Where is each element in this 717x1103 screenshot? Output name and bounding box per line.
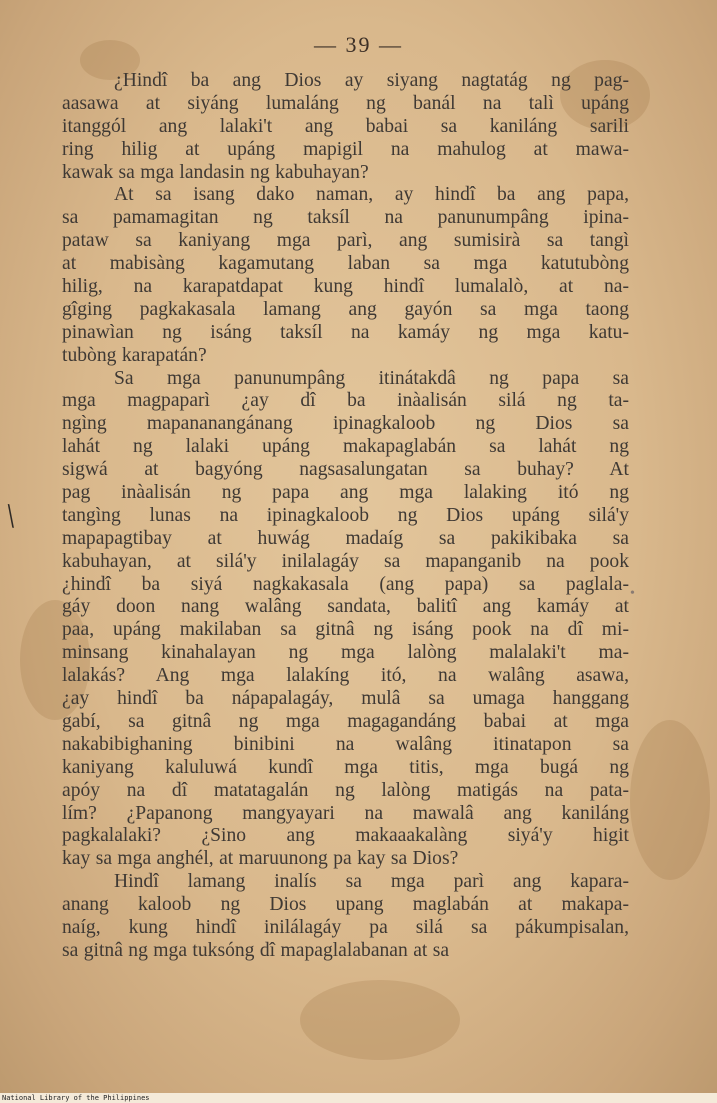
text-line: mapapagtibay at huwág madaíg sa pakikibaka sa	[62, 527, 629, 549]
text-line: ¿hindî ba siyá nagkakasala (ang papa) sa paglala-	[62, 573, 629, 595]
text-line: kaniyang kaluluwá kundî mga titis, mga bugá ng	[62, 756, 629, 778]
text-line: kawak sa mga landasin ng kabuhayan?	[62, 161, 369, 183]
text-line: lahát ng lalaki upáng makapaglabán sa lahát ng	[62, 436, 629, 458]
margin-pencil-mark: \	[3, 497, 19, 536]
text-line: pagkalalaki? ¿Sino ang makaaakalàng siyá'y higit	[62, 825, 629, 847]
text-line: pataw sa kaniyang mga parì, ang sumisirà sa tangì	[62, 230, 629, 252]
text-line: lalakás? Ang mga lalakíng itó, na walâng asawa,	[62, 665, 629, 687]
text-line: ring hilig at upáng mapigil na mahulog at mawa-	[62, 138, 629, 160]
text-line: tangìng lunas na ipinagkaloob ng Dios upáng silá'y	[62, 504, 629, 526]
text-line: pinawìan ng isáng taksíl na kamáy ng mga katu-	[62, 321, 629, 343]
text-line: At sa isang dako naman, ay hindî ba ang papa,	[114, 184, 629, 206]
text-line: nakabibighaning binibini na walâng itinatapon sa	[62, 733, 629, 755]
text-line: pag inàalisán ng papa ang mga lalaking itó ng	[62, 482, 629, 504]
text-line: apóy na dî matatagalán ng lalòng matigás na pata-	[62, 779, 629, 801]
text-line: gîging pagkakasala lamang ang gayón sa mga taong	[62, 298, 629, 320]
margin-dot-mark: •	[630, 586, 635, 601]
text-line: hilig, na karapatdapat kung hindî lumalalò, at na-	[62, 276, 629, 298]
text-line: Sa mga panunumpâng itinátakdâ ng papa sa	[114, 367, 629, 389]
text-line: tubòng karapatán?	[62, 344, 207, 366]
text-line: kabuhayan, at silá'y inilalagáy sa mapanganib na pook	[62, 550, 629, 572]
text-line: gabí, sa gitnâ ng mga magagandáng babai at mga	[62, 710, 629, 732]
text-line: ¿ay hindî ba nápapalagáy, mulâ sa umaga hanggang	[62, 688, 629, 710]
text-line: ngìng mapananangánang ipinagkaloob ng Dios sa	[62, 413, 629, 435]
page-number: — 39 —	[314, 32, 403, 57]
library-footer: National Library of the Philippines	[2, 1094, 150, 1102]
text-line: aasawa at siyáng lumaláng ng banál na talì upáng	[62, 92, 629, 114]
text-line: ¿Hindî ba ang Dios ay siyang nagtatág ng pag-	[114, 70, 629, 91]
text-line: Hindî lamang inalís sa mga parì ang kapara-	[114, 871, 629, 893]
text-line: at mabisàng kagamutang laban sa mga katutubòng	[62, 253, 629, 275]
text-line: itanggól ang lalaki't ang babai sa kaniláng sarili	[62, 115, 629, 137]
text-line: paa, upáng makilaban sa gitnâ ng isáng pook na dî mi-	[62, 619, 629, 641]
foxing-spot	[630, 720, 710, 880]
text-line: minsang kinahalayan ng mga lalòng malalaki't ma-	[62, 642, 629, 664]
text-line: sa pamamagitan ng taksíl na panunumpâng ipina-	[62, 207, 629, 229]
text-line: lím? ¿Papanong mangyayari na mawalâ ang kaniláng	[62, 802, 629, 824]
text-line: anang kaloob ng Dios upang maglabán at makapa-	[62, 894, 629, 916]
text-line: sa gitnâ ng mga tuksóng dî mapaglalabanan at sa	[62, 939, 450, 961]
foxing-spot	[300, 980, 460, 1060]
text-line: mga magpaparì ¿ay dî ba inàalisán silá ng ta-	[62, 390, 629, 412]
text-line: kay sa mga anghél, at maruunong pa kay sa Dios?	[62, 848, 459, 870]
text-line: naíg, kung hindî inilálagáy pa silá sa pákumpisalan,	[62, 916, 629, 938]
text-line: sigwá at bagyóng nagsasalungatan sa buhay? At	[62, 459, 629, 481]
text-line: gáy doon nang walâng sandata, balitî ang kamáy at	[62, 596, 629, 618]
body-text	[62, 70, 629, 963]
